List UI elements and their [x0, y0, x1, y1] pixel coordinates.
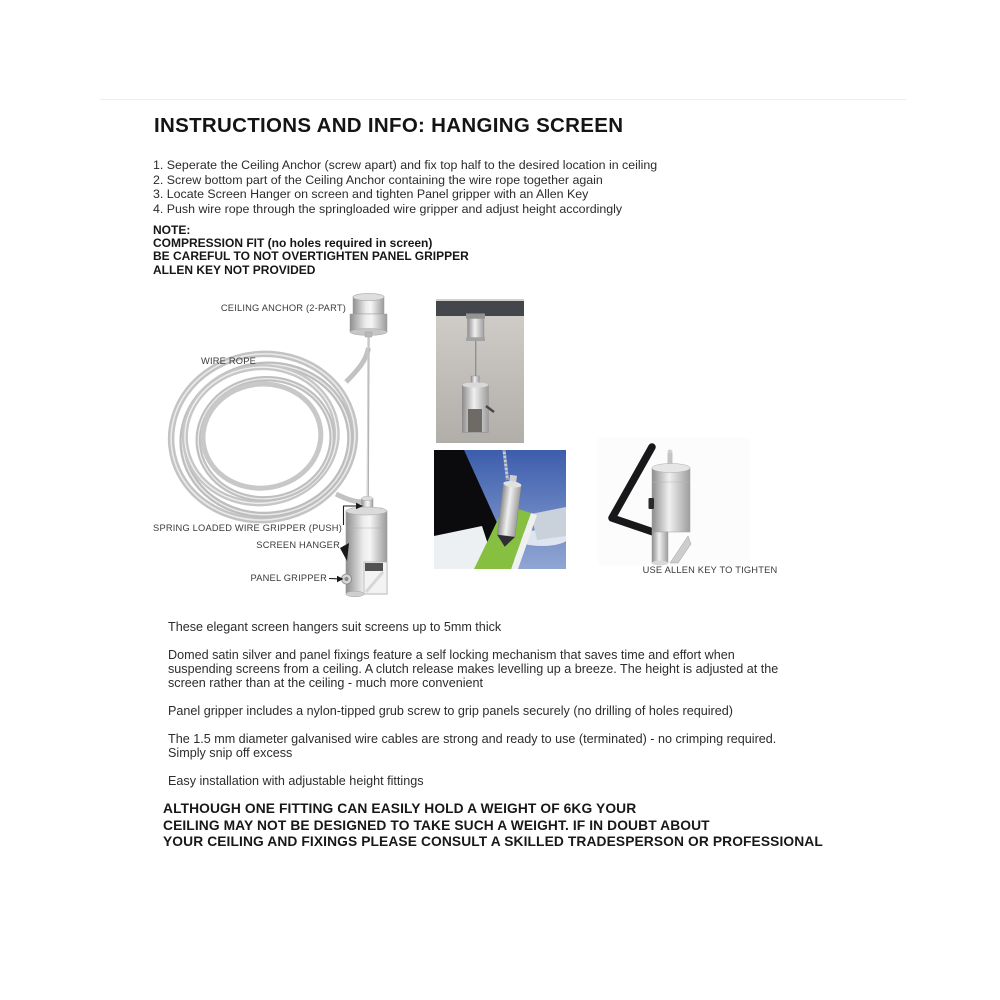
- caption-allen-key: USE ALLEN KEY TO TIGHTEN: [642, 565, 778, 575]
- label-ceiling-anchor: CEILING ANCHOR (2-PART): [220, 303, 346, 313]
- label-wire-rope: WIRE ROPE: [201, 356, 257, 366]
- wire-rope-coil-drawing: [163, 345, 363, 529]
- step-item: 3. Locate Screen Hanger on screen and tighten Panel gripper with an Allen Key: [153, 187, 589, 201]
- step-item: 2. Screw bottom part of the Ceiling Anchor containing the wire rope together again: [153, 172, 603, 187]
- ceiling-anchor-drawing: [350, 293, 387, 337]
- wire-kit-illustration: [150, 290, 400, 615]
- page-title: INSTRUCTIONS AND INFO: HANGING SCREEN: [154, 114, 624, 137]
- note-line: BE CAREFUL TO NOT OVERTIGHTEN PANEL GRIPPER: [153, 249, 469, 264]
- paragraph: These elegant screen hangers suit screens up to 5mm thick: [168, 620, 502, 634]
- description-paragraphs: [168, 620, 778, 802]
- photo-allen-key: [598, 438, 750, 566]
- note-line: COMPRESSION FIT (no holes required in screen): [153, 236, 433, 251]
- note-block: [153, 224, 469, 277]
- label-panel-gripper: PANEL GRIPPER: [250, 573, 327, 583]
- panel-gripper-arrow: [329, 576, 344, 582]
- warning-text: ALTHOUGH ONE FITTING CAN EASILY HOLD A WEIGHT OF 6KG YOUR CEILING MAY NOT BE DESIGNED TO TAKE SUCH A WEIGHT. IF IN DOUBT ABOUT YOUR CEILING AND FIXINGS PLEASE CONSULT A SKILLED TRADESPERSON OR PROFESSIONAL: [163, 801, 823, 850]
- photo-hanger-on-panel: [434, 450, 566, 569]
- paragraph: The 1.5 mm diameter galvanised wire cables are strong and ready to use (terminated) - no crimping required. Simply snip off excess: [168, 732, 777, 760]
- label-screen-hanger: SCREEN HANGER: [256, 540, 340, 550]
- step-item: 4. Push wire rope through the springloaded wire gripper and adjust height accordingly: [153, 201, 623, 216]
- note-line: ALLEN KEY NOT PROVIDED: [153, 262, 316, 277]
- note-heading: NOTE:: [153, 223, 191, 237]
- label-spring-loaded-wire-gripper: SPRING LOADED WIRE GRIPPER (PUSH): [153, 523, 342, 533]
- slot-shadow: [365, 563, 383, 571]
- photo-ceiling-anchor: [466, 314, 485, 342]
- grub-screw: [649, 498, 655, 509]
- step-item: 1. Seperate the Ceiling Anchor (screw apart) and fix top half to the desired location in ceiling: [153, 158, 658, 172]
- paragraph: Easy installation with adjustable height fittings: [168, 774, 424, 788]
- photo-anchor-installed: [436, 299, 524, 443]
- paragraph: Panel gripper includes a nylon-tipped grub screw to grip panels securely (no drilling of holes required): [168, 704, 733, 718]
- paragraph: Domed satin silver and panel fixings feature a self locking mechanism that saves time and effort when suspending screens from a ceiling. A clutch release makes levelling up a breeze. The height is adjusted at the screen rather than at the ceiling - much more convenient: [168, 648, 779, 690]
- step-list: [153, 158, 657, 216]
- image-top-edge: [100, 99, 906, 100]
- coil-strand-top: [346, 348, 369, 382]
- coil-strand-bottom: [336, 494, 365, 502]
- screen-hanger-drawing: [340, 496, 387, 597]
